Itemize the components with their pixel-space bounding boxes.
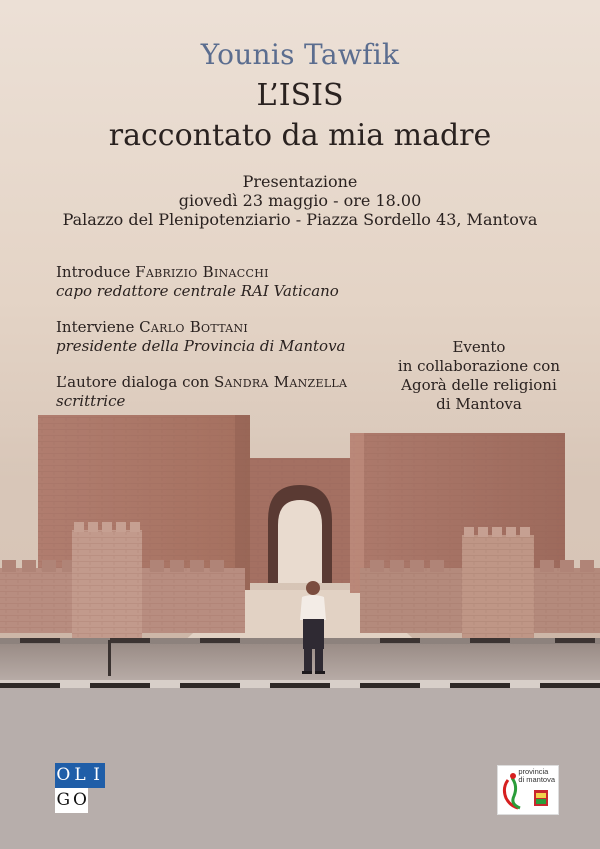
title-line-2: raccontato da mia madre	[108, 118, 492, 153]
speaker-line	[56, 318, 345, 337]
event-line: Agorà delle religioni	[401, 376, 557, 394]
speaker-intro: Interviene	[56, 318, 140, 336]
speaker-block	[56, 263, 339, 301]
speaker-name: Carlo Bottani	[139, 318, 249, 336]
speaker-role: capo redattore centrale RAI Vaticano	[56, 282, 339, 300]
title-line-1: L’ISIS	[256, 78, 344, 113]
speaker-block	[56, 318, 345, 356]
event-line: in collaborazione con	[397, 357, 560, 375]
province-logo	[497, 765, 559, 815]
speaker-role: presidente della Provincia di Mantova	[56, 337, 346, 355]
speaker-block	[56, 373, 347, 411]
presentation-venue: Palazzo del Plenipotenziario - Piazza Sordello 43, Mantova	[62, 210, 538, 229]
logo-letter: L	[72, 763, 89, 788]
presentation-date-time: giovedì 23 maggio - ore 18.00	[178, 191, 422, 210]
logo-letter: O	[72, 788, 89, 813]
logo-letter: G	[55, 788, 72, 813]
logo-letter: O	[55, 763, 72, 788]
presentation-info	[0, 172, 600, 229]
event-line: di Mantova	[436, 395, 522, 413]
speaker-role: scrittrice	[56, 392, 126, 410]
province-text	[518, 768, 555, 784]
speaker-intro: Introduce	[56, 263, 136, 281]
speaker-name: Sandra Manzella	[213, 373, 348, 391]
author-name: Younis Tawfik	[200, 38, 400, 71]
province-text-line: di mantova	[518, 775, 555, 784]
speaker-line	[56, 373, 347, 392]
speaker-line	[56, 263, 339, 282]
logo-letter: I	[88, 763, 105, 788]
speaker-name: Fabrizio Binacchi	[135, 263, 269, 281]
presentation-label: Presentazione	[242, 172, 358, 191]
event-collaboration	[398, 338, 560, 414]
province-text-line: provincia	[518, 767, 549, 776]
event-line: Evento	[452, 338, 506, 356]
publisher-logo	[55, 763, 105, 813]
speaker-intro: L’autore dialoga con	[56, 373, 214, 391]
